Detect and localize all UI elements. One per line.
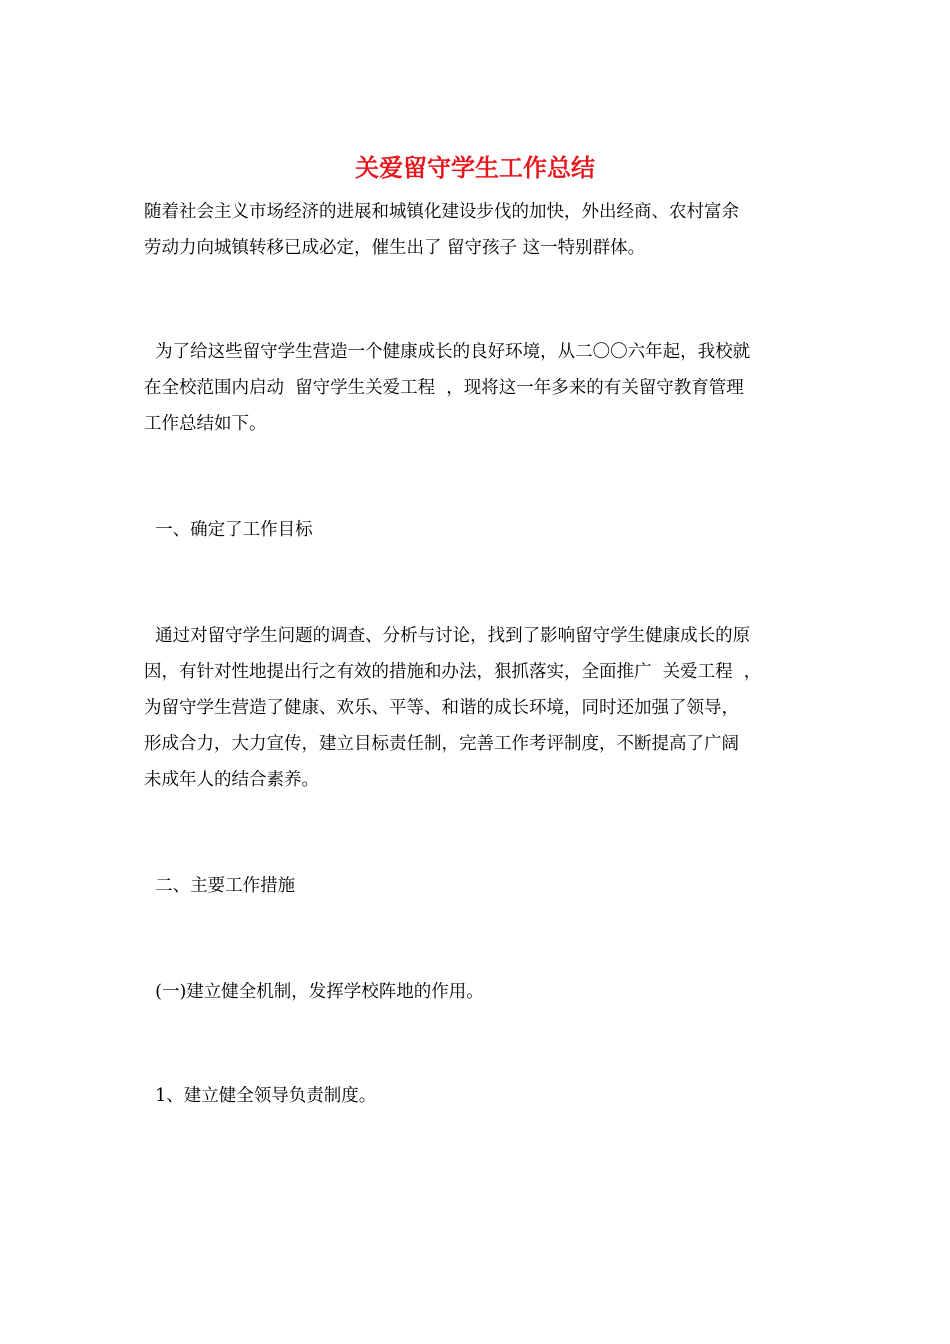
intro-paragraph bbox=[144, 194, 814, 266]
item-heading-leadership: 1、建立健全领导负责制度。 bbox=[144, 1086, 377, 1106]
text-line: 未成年人的结合素养。 bbox=[144, 770, 319, 790]
section-heading-goals: 一、确定了工作目标 bbox=[144, 520, 313, 540]
text-line: 劳动力向城镇转移已成必定，催生出了 留守孩子 这一特别群体。 bbox=[144, 238, 646, 258]
text-line: 因，有针对性地提出行之有效的措施和办法，狠抓落实，全面推广 关爱工程 ， bbox=[144, 662, 762, 682]
section-heading-measures: 二、主要工作措施 bbox=[144, 876, 296, 896]
text-line: 在全校范围内启动 留守学生关爱工程 ，现将这一年多来的有关留守教育管理 bbox=[144, 378, 744, 398]
document-title: 关爱留守学生工作总结 bbox=[355, 153, 595, 182]
text-line: 随着社会主义市场经济的进展和城镇化建设步伐的加快，外出经商、农村富余 bbox=[144, 202, 739, 222]
text-line: 为了给这些留守学生营造一个健康成长的良好环境，从二〇〇六年起，我校就 bbox=[144, 342, 751, 362]
subsection-heading-mechanism: (一)建立健全机制，发挥学校阵地的作用。 bbox=[144, 982, 484, 1002]
text-line: 为留守学生营造了健康、欢乐、平等、和谐的成长环境，同时还加强了领导， bbox=[144, 698, 739, 718]
purpose-paragraph bbox=[144, 334, 814, 442]
text-line: 工作总结如下。 bbox=[144, 414, 267, 434]
text-line: 通过对留守学生问题的调查、分析与讨论，找到了影响留守学生健康成长的原 bbox=[144, 626, 751, 646]
goals-paragraph bbox=[144, 618, 814, 798]
text-line: 形成合力，大力宣传，建立目标责任制，完善工作考评制度，不断提高了广阔 bbox=[144, 734, 739, 754]
